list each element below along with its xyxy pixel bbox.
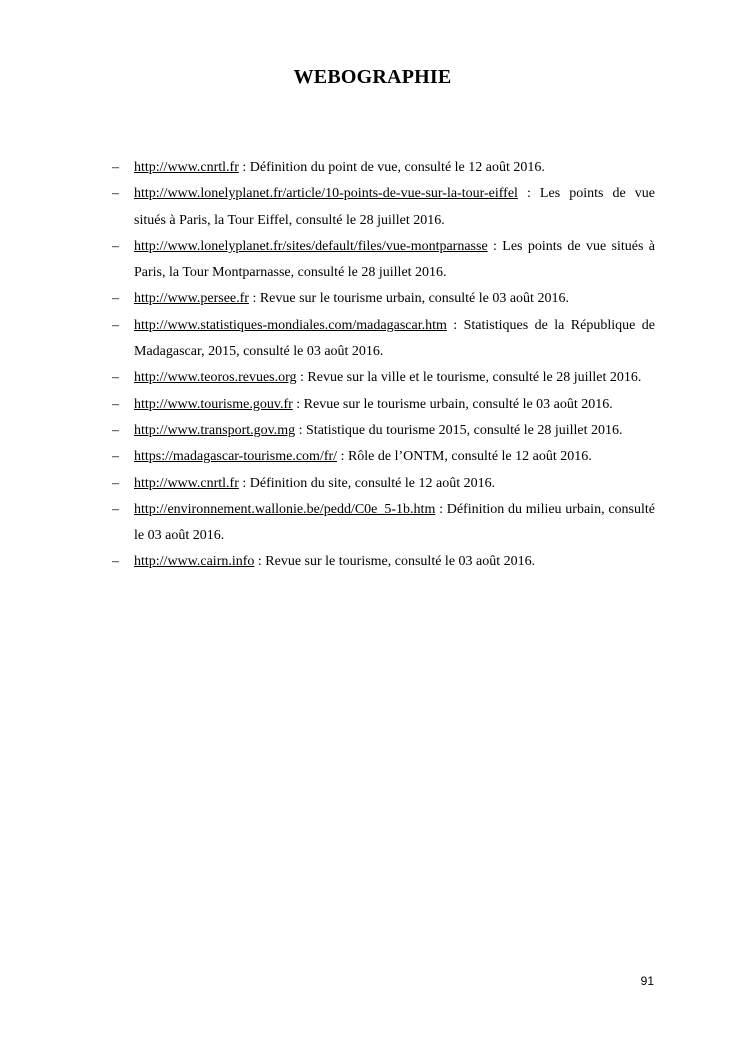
reference-description: : Les points de vue situés à Paris, la Tour Montparnasse, consulté le 28 juillet 2016.	[134, 238, 655, 281]
reference-link[interactable]: http://www.cairn.info	[134, 554, 255, 570]
webography-list	[112, 155, 655, 576]
list-item	[112, 471, 655, 497]
reference-description: : Revue sur le tourisme urbain, consulté le 03 août 2016.	[248, 291, 569, 307]
reference-link[interactable]: http://www.teoros.revues.org	[134, 370, 297, 386]
reference-link[interactable]: http://environnement.wallonie.be/pedd/C0e_5-1b.htm	[134, 501, 436, 517]
reference-link[interactable]: http://www.statistiques-mondiales.com/madagascar.htm	[134, 317, 447, 333]
list-item	[112, 497, 655, 550]
reference-description: : Rôle de l’ONTM, consulté le 12 août 2016.	[337, 449, 592, 465]
reference-description: : Statistiques de la République de Madagascar, 2015, consulté le 03 août 2016.	[134, 317, 655, 360]
dash-bullet: –	[112, 238, 119, 254]
list-item	[112, 313, 655, 366]
reference-link[interactable]: http://www.lonelyplanet.fr/article/10-points-de-vue-sur-la-tour-eiffel	[134, 186, 518, 202]
list-item	[112, 286, 655, 312]
dash-bullet: –	[112, 475, 119, 491]
reference-description: : Revue sur le tourisme urbain, consulté le 03 août 2016.	[292, 396, 613, 412]
list-item	[112, 392, 655, 418]
dash-bullet: –	[112, 422, 119, 438]
reference-description: : Statistique du tourisme 2015, consulté le 28 juillet 2016.	[295, 422, 623, 438]
reference-description: : Définition du point de vue, consulté le 12 août 2016.	[238, 160, 545, 175]
dash-bullet: –	[112, 291, 119, 307]
reference-link[interactable]: http://www.cnrtl.fr	[134, 160, 239, 175]
reference-link[interactable]: http://www.lonelyplanet.fr/sites/default/files/vue-montparnasse	[134, 238, 488, 254]
reference-link[interactable]: http://www.cnrtl.fr	[134, 475, 239, 491]
reference-link[interactable]: http://www.persee.fr	[134, 291, 249, 307]
list-item	[112, 418, 655, 444]
dash-bullet: –	[112, 370, 119, 386]
page-title: WEBOGRAPHIE	[293, 66, 452, 88]
dash-bullet: –	[112, 317, 119, 333]
reference-link[interactable]: https://madagascar-tourisme.com/fr/	[134, 449, 338, 465]
reference-description: : Définition du site, consulté le 12 août 2016.	[238, 475, 496, 491]
page-number: 91	[640, 974, 654, 988]
list-item	[112, 155, 655, 181]
dash-bullet: –	[112, 160, 119, 175]
reference-description: : Revue sur le tourisme, consulté le 03 août 2016.	[254, 554, 536, 570]
reference-description: : Les points de vue situés à Paris, la Tour Eiffel, consulté le 28 juillet 2016.	[134, 186, 655, 228]
list-item	[112, 234, 655, 287]
dash-bullet: –	[112, 186, 119, 202]
list-item	[112, 444, 655, 470]
reference-link[interactable]: http://www.tourisme.gouv.fr	[134, 396, 293, 412]
reference-link[interactable]: http://www.transport.gov.mg	[134, 422, 296, 438]
list-item	[112, 181, 655, 234]
dash-bullet: –	[112, 501, 119, 517]
dash-bullet: –	[112, 396, 119, 412]
dash-bullet: –	[112, 554, 119, 570]
dash-bullet: –	[112, 449, 119, 465]
reference-description: : Revue sur la ville et le tourisme, consulté le 28 juillet 2016.	[296, 370, 642, 386]
list-item	[112, 365, 655, 391]
reference-description: : Définition du milieu urbain, consulté le 03 août 2016.	[134, 501, 655, 544]
list-item	[112, 549, 655, 575]
